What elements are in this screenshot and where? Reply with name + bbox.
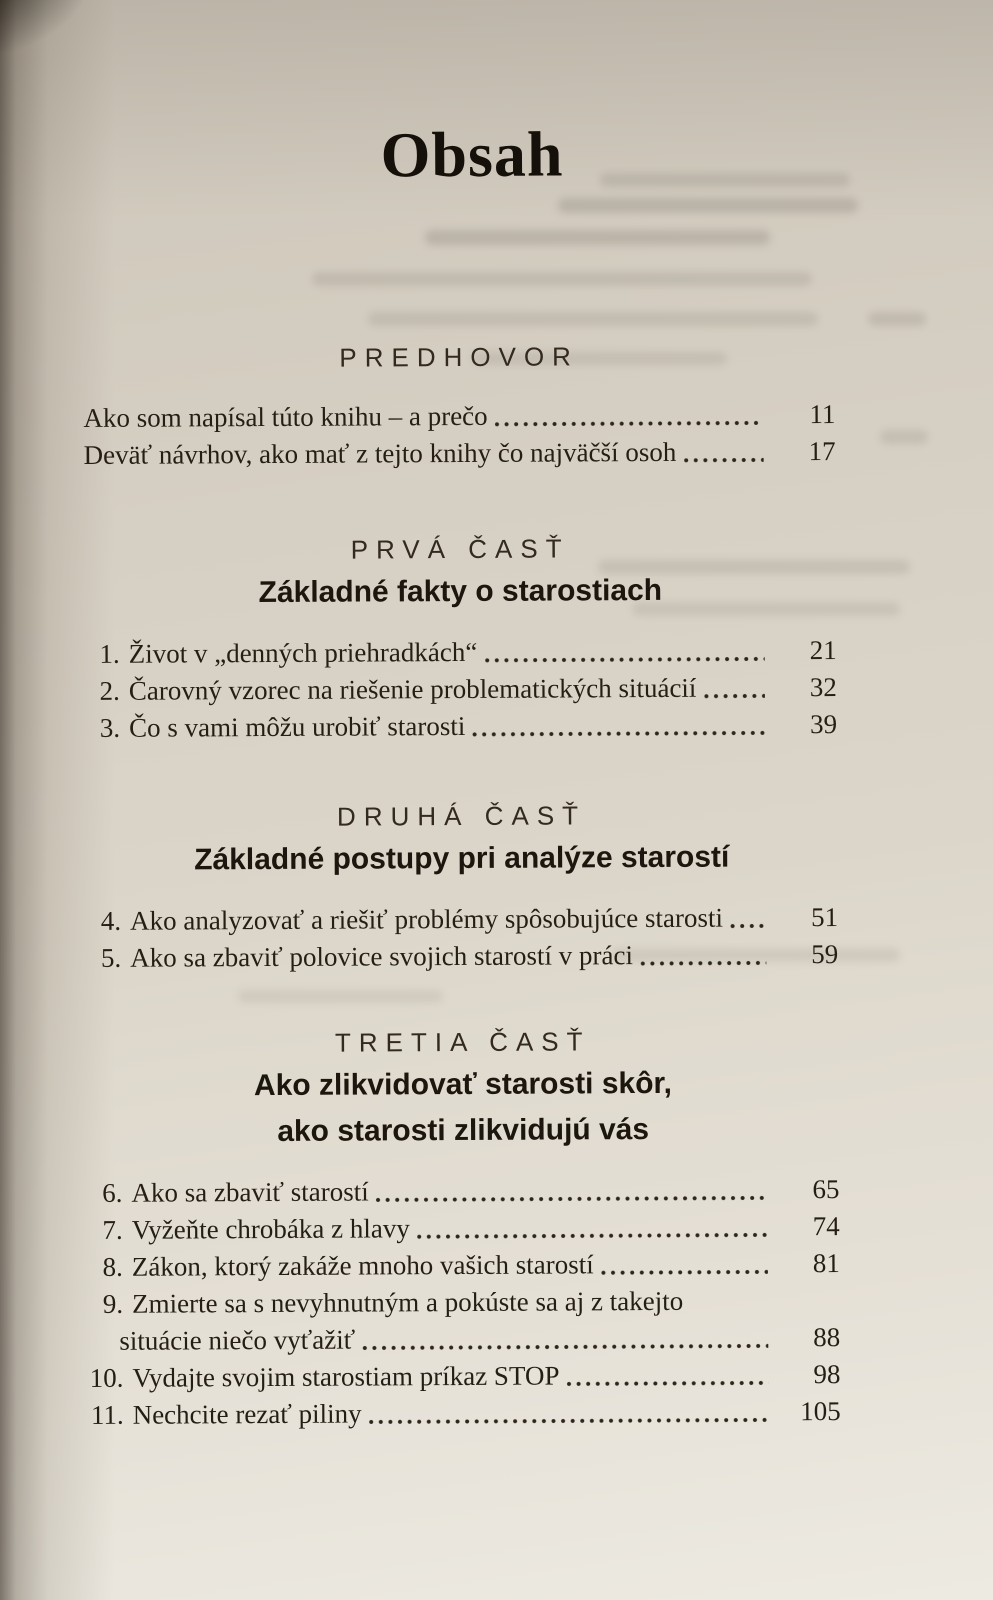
toc-section [84, 530, 837, 747]
page-number: 105 [800, 1396, 841, 1427]
dot-leader [362, 1319, 768, 1358]
toc-entry-list [85, 632, 838, 747]
toc-entry-list [83, 396, 835, 474]
entry-number: 3. [99, 712, 121, 743]
dot-leader [417, 1208, 768, 1247]
section-heading: PREDHOVOR [339, 341, 579, 373]
page-number: 11 [809, 399, 836, 430]
section-subtitle: Ako zlikvidovať starosti skôr, [253, 1066, 672, 1103]
show-through-artifact [880, 430, 928, 444]
page-number: 59 [811, 939, 839, 970]
page-number: 74 [812, 1211, 840, 1242]
entry-title: Čarovný vzorec na riešenie problematických situácií [128, 672, 697, 706]
page-number: 98 [813, 1359, 841, 1390]
dot-leader [484, 632, 765, 670]
toc-section [87, 1023, 841, 1434]
toc-entry-list [87, 1171, 840, 1434]
dot-leader [601, 1245, 768, 1283]
show-through-artifact [868, 312, 926, 326]
dot-leader [730, 899, 766, 936]
page-number: 32 [809, 672, 837, 703]
entry-title: Ako som napísal túto knihu – a prečo [83, 400, 488, 433]
toc-section [85, 797, 838, 977]
toc-section [83, 338, 836, 474]
toc-entry-continuation [88, 1319, 840, 1360]
toc-entry [88, 1245, 840, 1286]
section-subtitle: Základné fakty o starostiach [258, 573, 663, 610]
entry-number: 1. [99, 638, 120, 669]
toc-entry [89, 1393, 841, 1434]
entry-title: Ako sa zbaviť polovice svojich starostí v práci [130, 940, 634, 973]
entry-title-continuation: situácie niečo vyťažiť [119, 1324, 356, 1356]
entry-title: Vyžeňte chrobáka z hlavy [131, 1213, 410, 1245]
entry-number: 6. [102, 1177, 123, 1208]
entry-title: Čo s vami môžu urobiť starosti [128, 710, 466, 743]
section-heading: DRUHÁ ČASŤ [336, 800, 587, 832]
section-subtitle: ako starosti zlikvidujú vás [277, 1113, 650, 1148]
dot-leader [376, 1171, 768, 1210]
entry-title: Vydajte svojim starostiam príkaz STOP [132, 1360, 560, 1393]
page-number: 88 [813, 1322, 841, 1353]
toc-entry [83, 396, 835, 437]
page-number: 51 [810, 902, 839, 933]
entry-title: Život v „denných priehradkách“ [128, 636, 478, 669]
dot-leader [368, 1393, 768, 1432]
toc-entry [87, 1171, 839, 1212]
toc-entry [86, 899, 838, 940]
toc-entry [84, 433, 836, 474]
toc-entry [85, 632, 837, 673]
page-number: 21 [809, 635, 837, 666]
toc-entry-list [86, 899, 838, 977]
toc-entry [88, 1208, 840, 1249]
dot-leader [566, 1356, 768, 1394]
entry-number: 9. [102, 1288, 124, 1319]
entry-title: Nechcite rezať piliny [132, 1398, 362, 1430]
toc-entry [85, 706, 837, 747]
section-subtitle: Základné postupy pri analýze starostí [194, 840, 730, 877]
entry-title: Ako analyzovať a riešiť problémy spôsobujúce starosti [129, 902, 724, 936]
entry-number: 8. [102, 1251, 123, 1282]
entry-number: 2. [99, 675, 120, 706]
page-number: 17 [808, 436, 836, 467]
entry-title: Ako sa zbaviť starostí [131, 1176, 369, 1208]
entry-number: 10. [89, 1362, 124, 1393]
dot-leader [640, 936, 767, 974]
toc-entry [88, 1356, 840, 1397]
entry-title: Deväť návrhov, ako mať z tejto knihy čo najväčší osoh [83, 436, 677, 470]
dot-leader [472, 706, 765, 745]
toc-entry [88, 1282, 840, 1323]
section-heading: PRVÁ ČASŤ [350, 533, 570, 565]
entry-title: Zákon, ktorý zakáže mnoho vašich starostí [131, 1249, 594, 1282]
page-title: Obsah [380, 118, 564, 191]
entry-title: Zmierte sa s nevyhnutným a pokúste sa aj z takejto [131, 1285, 684, 1319]
dot-leader [495, 396, 764, 434]
entry-number: 11. [90, 1399, 124, 1430]
page-number: 39 [809, 709, 838, 740]
entry-number: 5. [100, 942, 122, 973]
page-number: 81 [812, 1248, 840, 1279]
page-number: 65 [812, 1174, 840, 1205]
dot-leader [703, 669, 765, 706]
dot-leader [683, 433, 764, 470]
entry-number: 7. [102, 1214, 123, 1245]
section-heading: TRETIA ČASŤ [334, 1026, 591, 1058]
toc-entry [86, 936, 838, 977]
table-of-contents [81, 0, 840, 1434]
entry-number: 4. [100, 905, 122, 936]
toc-sections [83, 338, 841, 1434]
toc-entry [85, 669, 837, 710]
